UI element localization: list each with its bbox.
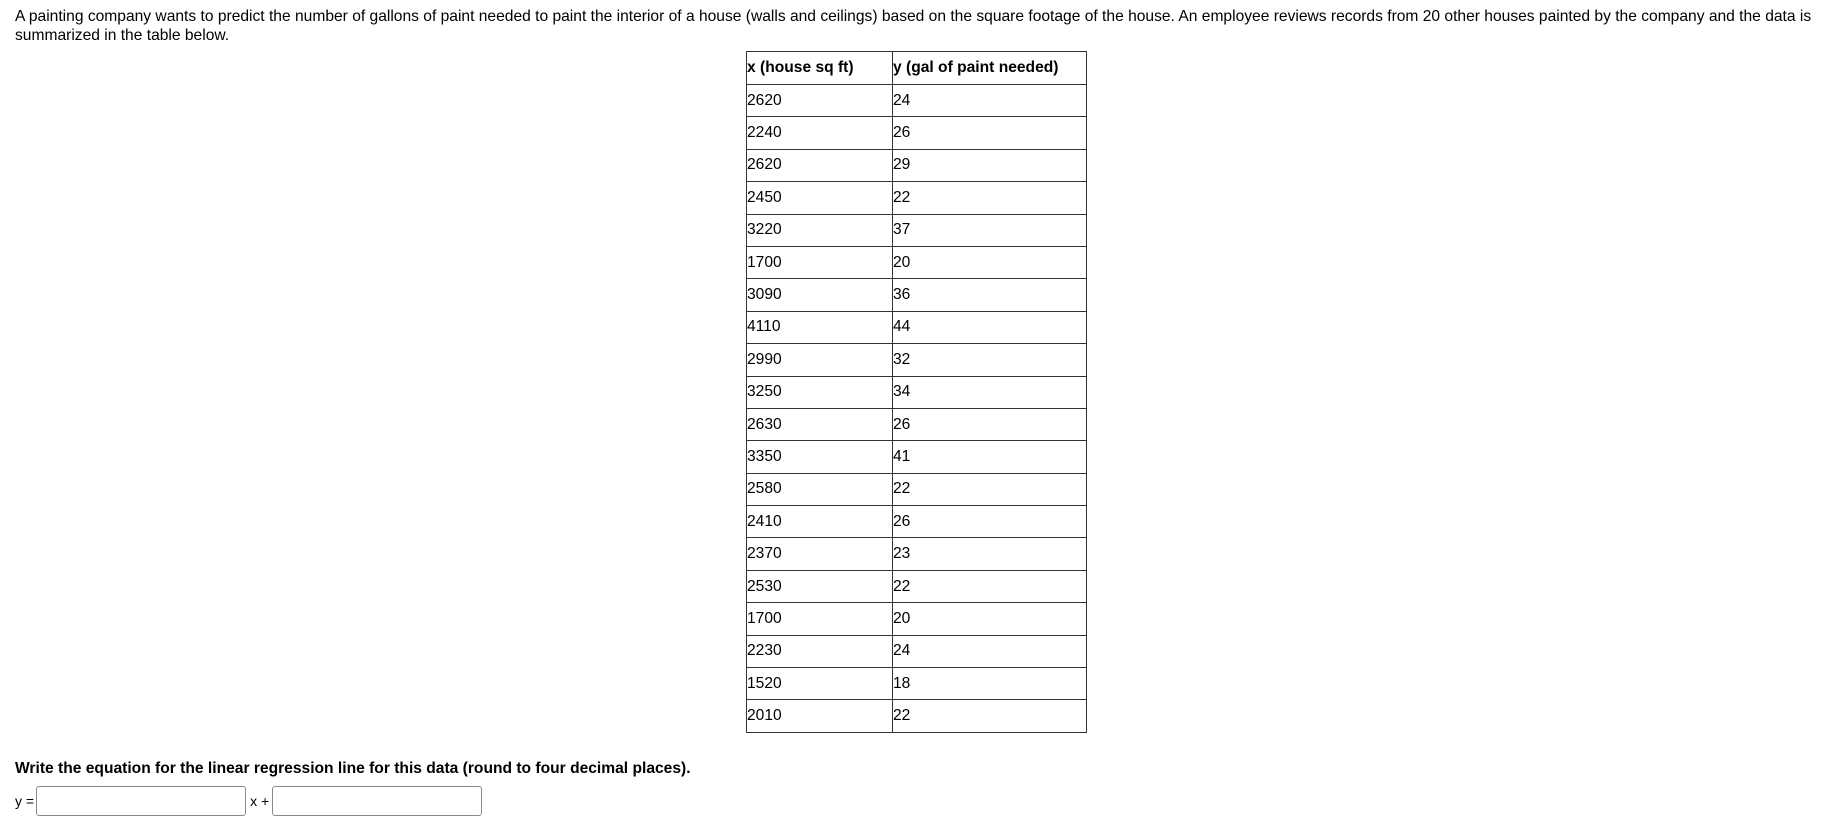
cell-x: 2410 [747, 506, 893, 538]
cell-y: 20 [893, 603, 1087, 635]
cell-y: 22 [893, 570, 1087, 602]
cell-y: 20 [893, 246, 1087, 278]
cell-x: 1520 [747, 668, 893, 700]
cell-y: 23 [893, 538, 1087, 570]
x-plus-label: x + [250, 793, 270, 809]
table-row [747, 473, 1087, 505]
intercept-input[interactable] [272, 786, 482, 816]
cell-y: 26 [893, 506, 1087, 538]
cell-y: 34 [893, 376, 1087, 408]
table-row [747, 246, 1087, 278]
slope-input[interactable] [36, 786, 246, 816]
cell-x: 1700 [747, 603, 893, 635]
cell-y: 32 [893, 344, 1087, 376]
cell-y: 22 [893, 182, 1087, 214]
table-row [747, 344, 1087, 376]
cell-x: 2230 [747, 635, 893, 667]
cell-x: 2620 [747, 85, 893, 117]
cell-x: 1700 [747, 246, 893, 278]
cell-x: 2580 [747, 473, 893, 505]
cell-y: 37 [893, 214, 1087, 246]
table-row [747, 538, 1087, 570]
data-table [746, 51, 1087, 733]
problem-statement: A painting company wants to predict the number of gallons of paint needed to paint the interior of a house (walls and ceilings) based on the square footage of the house. An employee reviews records from 20 other houses painted by the company and the data is summarized in the table below. [15, 8, 1812, 44]
cell-y: 41 [893, 441, 1087, 473]
cell-x: 4110 [747, 311, 893, 343]
cell-y: 24 [893, 85, 1087, 117]
table-row [747, 441, 1087, 473]
table-row [747, 182, 1087, 214]
cell-y: 18 [893, 668, 1087, 700]
table-row [747, 603, 1087, 635]
cell-x: 2450 [747, 182, 893, 214]
header-y: y (gal of paint needed) [893, 52, 1087, 85]
table-row [747, 85, 1087, 117]
cell-x: 2990 [747, 344, 893, 376]
cell-x: 3350 [747, 441, 893, 473]
cell-x: 2630 [747, 408, 893, 440]
table-row [747, 376, 1087, 408]
cell-x: 2010 [747, 700, 893, 732]
cell-x: 2370 [747, 538, 893, 570]
table-row [747, 408, 1087, 440]
cell-x: 3090 [747, 279, 893, 311]
table-row [747, 570, 1087, 602]
y-equals-label: y = [15, 793, 35, 809]
cell-y: 22 [893, 700, 1087, 732]
table-row [747, 506, 1087, 538]
cell-y: 29 [893, 149, 1087, 181]
cell-y: 24 [893, 635, 1087, 667]
table-row [747, 635, 1087, 667]
table-row [747, 279, 1087, 311]
cell-x: 2620 [747, 149, 893, 181]
cell-y: 36 [893, 279, 1087, 311]
cell-y: 26 [893, 408, 1087, 440]
cell-x: 3250 [747, 376, 893, 408]
cell-x: 2240 [747, 117, 893, 149]
table-row [747, 700, 1087, 732]
regression-question: Write the equation for the linear regression line for this data (round to four decimal places). [15, 760, 691, 777]
cell-x: 3220 [747, 214, 893, 246]
table-header-row [747, 52, 1087, 85]
table-body [747, 85, 1087, 733]
table-row [747, 311, 1087, 343]
table-row [747, 214, 1087, 246]
cell-y: 22 [893, 473, 1087, 505]
table-row [747, 117, 1087, 149]
cell-x: 2530 [747, 570, 893, 602]
cell-y: 44 [893, 311, 1087, 343]
answer-row [15, 784, 482, 818]
cell-y: 26 [893, 117, 1087, 149]
table-row [747, 668, 1087, 700]
header-x: x (house sq ft) [747, 52, 893, 85]
table-row [747, 149, 1087, 181]
